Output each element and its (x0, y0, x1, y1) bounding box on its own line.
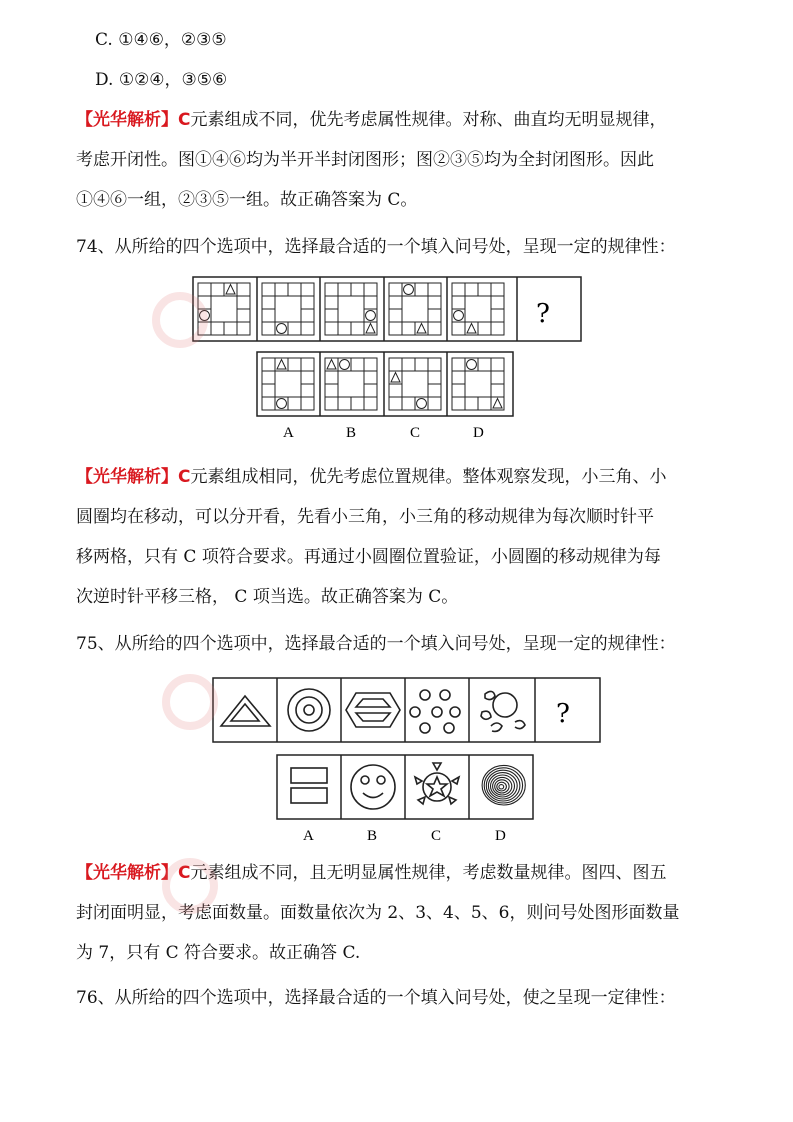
question-mark: ? (536, 299, 550, 329)
answer-letter: C (178, 863, 191, 883)
question-mark: ? (556, 699, 570, 729)
small-circle-icon (340, 360, 350, 370)
small-circle-icon (277, 324, 287, 334)
spiral-ring (486, 770, 520, 801)
analysis-75-line1 (76, 859, 666, 887)
answer-letter: C (178, 467, 191, 487)
analysis-73-line2: 考虑开闭性。图①④⑥均为半开半封闭图形；图②③⑤均为全封闭图形。因此 (76, 150, 654, 170)
small-triangle-icon (327, 360, 336, 369)
puzzle-grid (452, 358, 504, 410)
puzzle-grid (198, 283, 250, 335)
option-c: C. ①④⑥，②③⑤ (95, 30, 227, 50)
option-label-c: C (431, 828, 442, 844)
option-label-b: B (367, 828, 378, 844)
option-label-b: B (346, 425, 357, 441)
option-d: D. ①②④，③⑤⑥ (95, 70, 228, 90)
analysis-74-line1 (76, 463, 666, 491)
puzzle-grid (262, 358, 314, 410)
small-circle-icon (200, 311, 210, 321)
spiral-ring (484, 768, 522, 803)
small-triangle-icon (417, 324, 426, 333)
analysis-73-line1 (76, 106, 666, 134)
puzzle-grid (389, 283, 441, 335)
small-triangle-icon (391, 373, 400, 382)
spiral-ring (482, 765, 525, 805)
question-74: 74、从所给的四个选项中，选择最合适的一个填入问号处，呈现一定的规律性： (76, 237, 676, 257)
puzzle-grid (389, 358, 441, 410)
answer-letter: C (178, 110, 191, 130)
analysis-tag: 【光华解析】 (76, 467, 178, 487)
puzzle-grid (262, 283, 314, 335)
small-circle-icon (417, 399, 427, 409)
small-circle-icon (467, 360, 477, 370)
small-circle-icon (454, 311, 464, 321)
small-triangle-icon (493, 399, 502, 408)
spiral-ring (493, 777, 512, 795)
small-circle-icon (277, 399, 287, 409)
puzzle-grid (452, 283, 504, 335)
small-circle-icon (404, 285, 414, 295)
small-triangle-icon (467, 324, 476, 333)
small-circle-icon (366, 311, 376, 321)
analysis-74-line2: 圆圈均在移动，可以分开看，先看小三角，小三角的移动规律为每次顺时针平 (76, 507, 654, 527)
question-75: 75、从所给的四个选项中，选择最合适的一个填入问号处，呈现一定的规律性： (76, 634, 676, 654)
puzzle-grid (325, 358, 377, 410)
analysis-75-line2: 封闭面明显，考虑面数量。面数量依次为 2、3、4、5、6，则问号处图形面数量 (76, 903, 680, 923)
option-label-d: D (473, 425, 484, 441)
spiral-ring (497, 782, 507, 791)
analysis-text: 元素组成相同，优先考虑位置规律。整体观察发现，小三角、小 (190, 467, 667, 487)
small-triangle-icon (366, 324, 375, 333)
option-label-c: C (410, 425, 421, 441)
analysis-75-line3: 为 7，只有 C 符合要求。故正确答 C. (76, 943, 361, 963)
analysis-text: 元素组成不同，优先考虑属性规律。对称、曲直均无明显规律， (190, 110, 667, 130)
analysis-tag: 【光华解析】 (76, 863, 178, 883)
analysis-73-line3: ①④⑥一组，②③⑤一组。故正确答案为 C。 (76, 190, 418, 210)
analysis-74-line4: 次逆时针平移三格， C 项当选。故正确答案为 C。 (76, 587, 459, 607)
watermark-logo-icon (160, 672, 220, 732)
question-76: 76、从所给的四个选项中，选择最合适的一个填入问号处，使之呈现一定律性： (76, 988, 676, 1008)
analysis-text: 元素组成不同，且无明显属性规律，考虑数量规律。图四、图五 (190, 863, 667, 883)
option-label-a: A (283, 425, 294, 441)
watermark-logo-icon (150, 290, 210, 350)
spiral-ring (495, 780, 509, 793)
option-label-a: A (303, 828, 314, 844)
small-triangle-icon (277, 360, 286, 369)
puzzle-grid (325, 283, 377, 335)
analysis-tag: 【光华解析】 (76, 110, 178, 130)
spiral-ring (488, 773, 517, 799)
spiral-ring (491, 775, 515, 797)
option-label-d: D (495, 828, 506, 844)
spiral-ring (499, 785, 504, 789)
small-triangle-icon (226, 285, 235, 294)
analysis-74-line3: 移两格，只有 C 项符合要求。再通过小圆圈位置验证，小圆圈的移动规律为每 (76, 547, 661, 567)
